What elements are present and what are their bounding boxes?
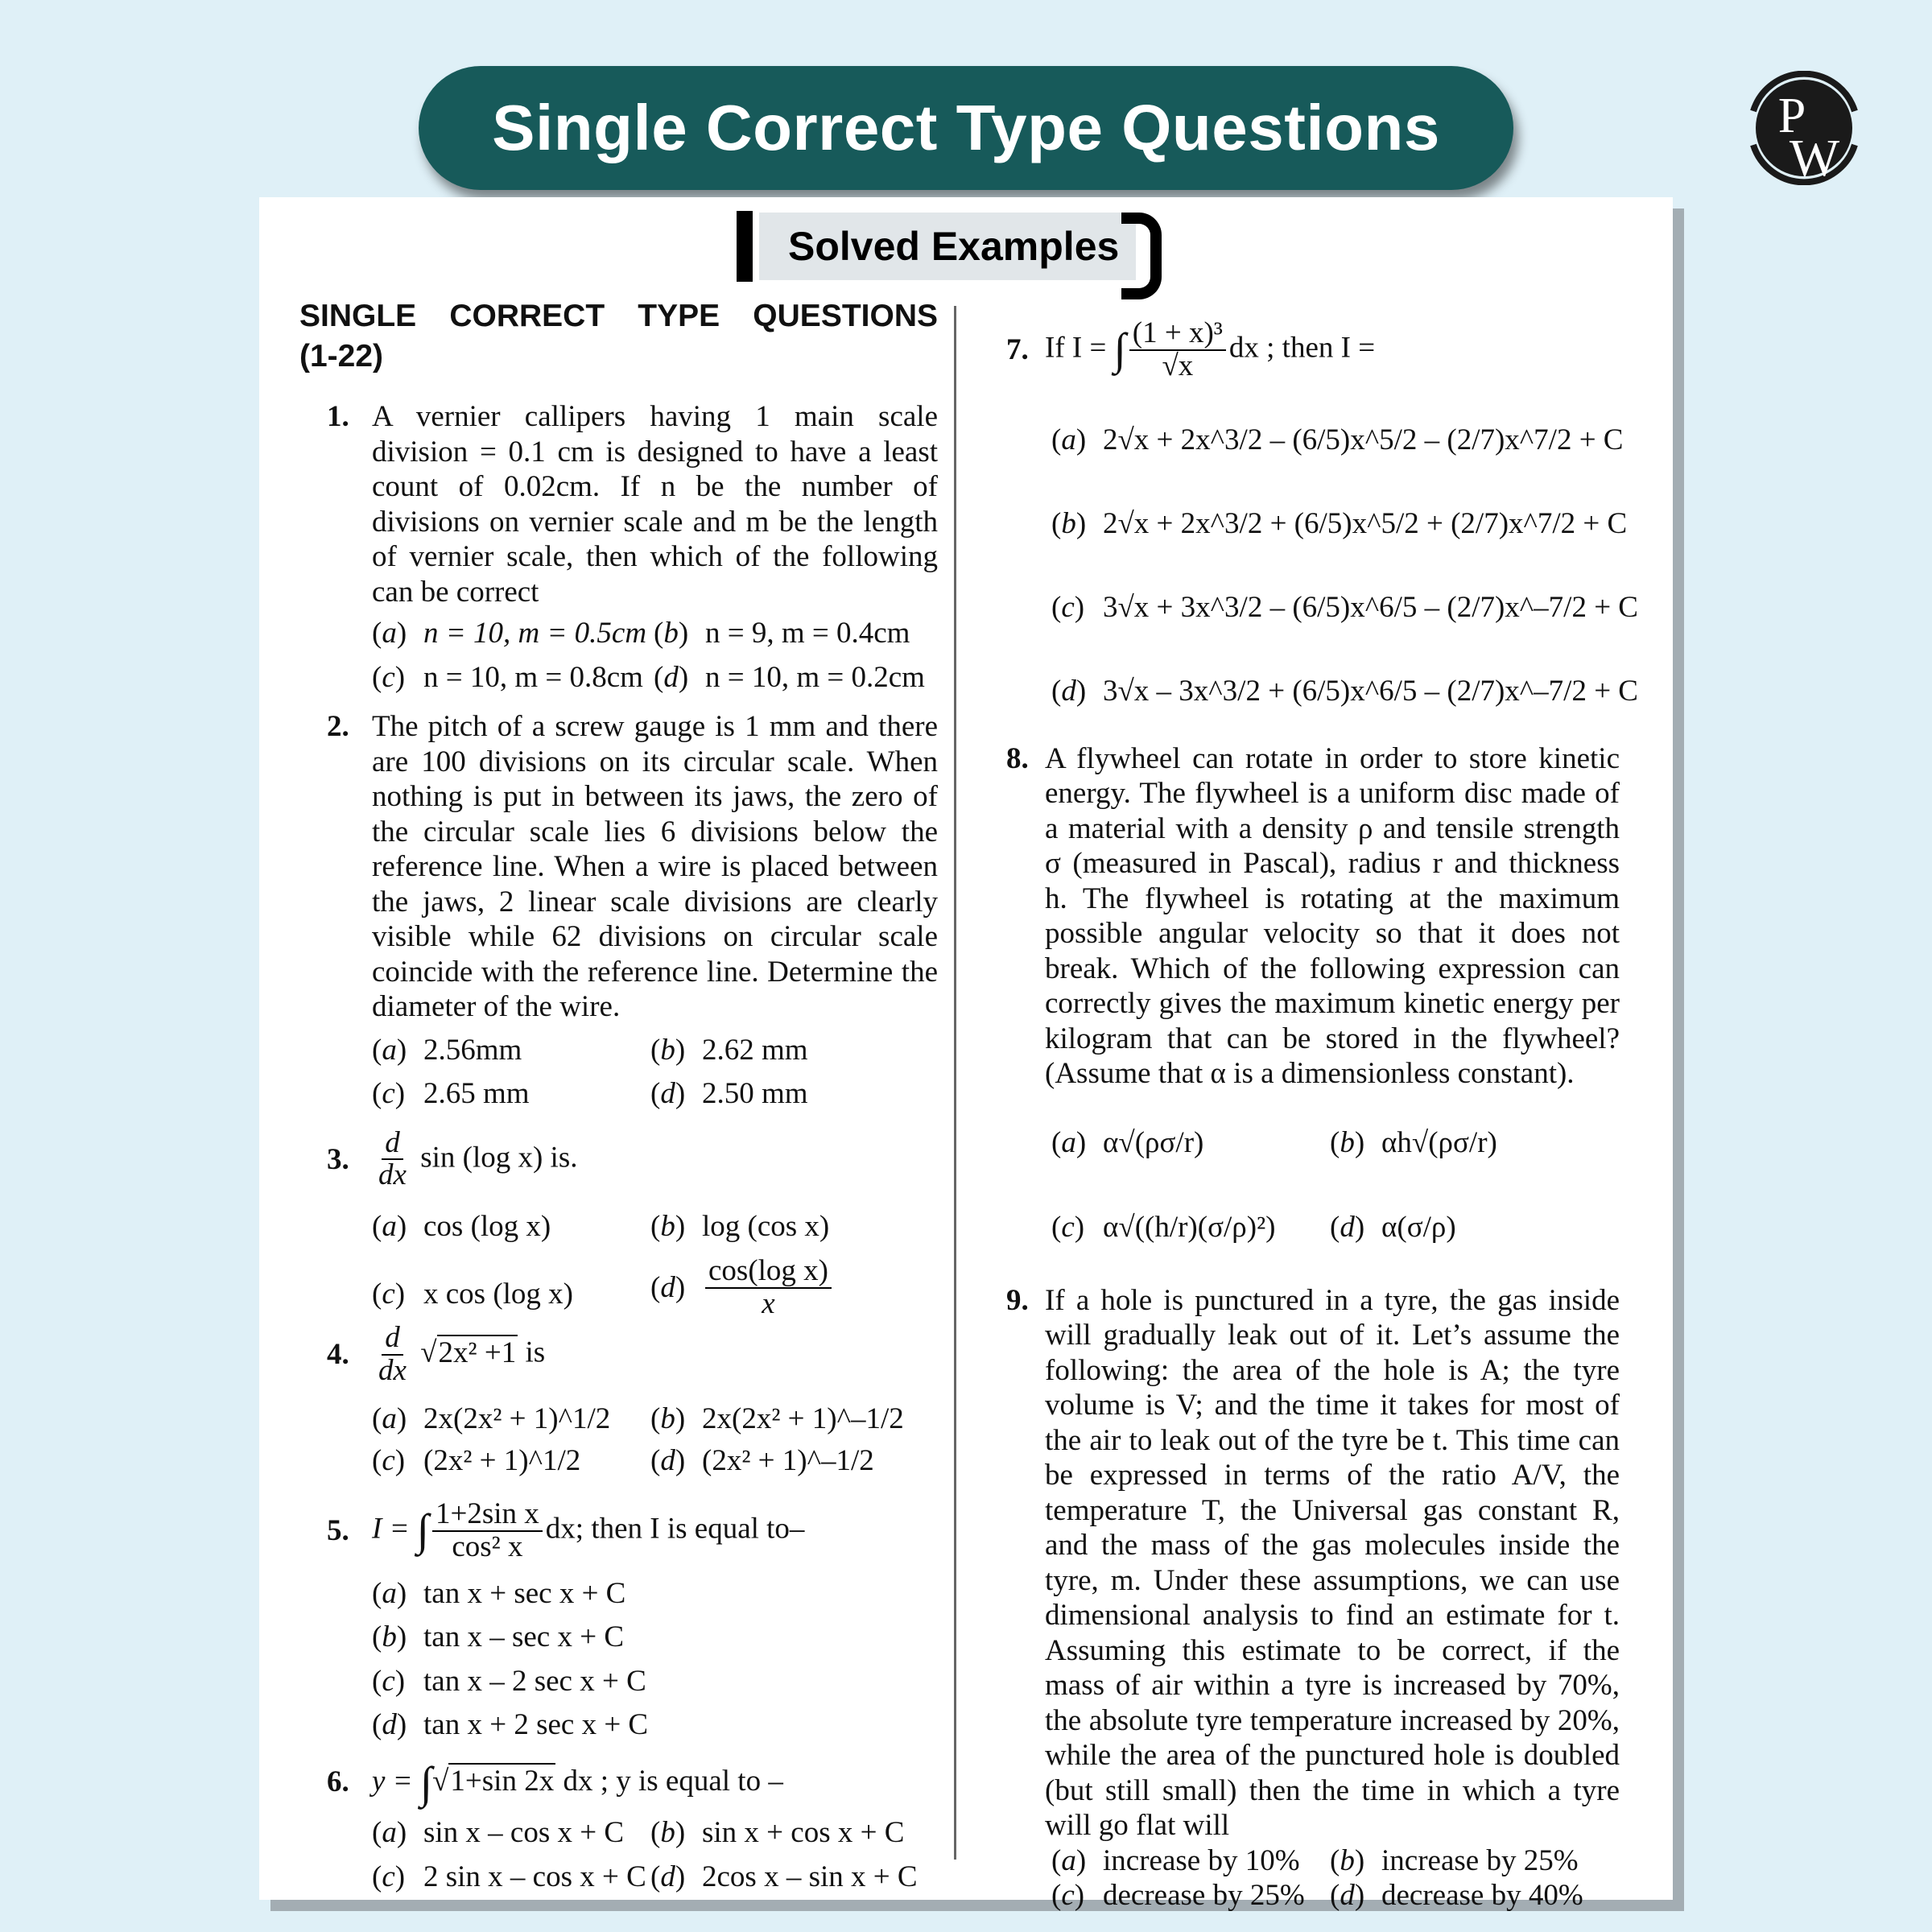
- option-a[interactable]: (a) tan x + sec x + C: [372, 1576, 626, 1610]
- option-d[interactable]: (d) tan x + 2 sec x + C: [372, 1708, 649, 1742]
- option-b[interactable]: (b) tan x – sec x + C: [372, 1620, 624, 1654]
- option-b[interactable]: (b) log (cos x): [650, 1210, 830, 1244]
- option-d[interactable]: (d) $\frac{\text{cos(log x)}}{x}$: [650, 1256, 938, 1320]
- solved-examples-badge: [737, 211, 1171, 282]
- option-a[interactable]: (a) cos (log x): [372, 1210, 551, 1244]
- question-number: 3.: [327, 1142, 349, 1176]
- question-text: y = ∫√1+sin 2x dx ; y is equal to –: [372, 1758, 783, 1808]
- badge-label: Solved Examples: [788, 224, 1120, 269]
- question-3-options: [299, 1209, 938, 1319]
- option-c[interactable]: (c) 2.65 mm: [372, 1077, 530, 1110]
- option-c[interactable]: (c) n = 10, m = 0.8cm: [372, 660, 643, 694]
- logo-letter-p: P: [1777, 89, 1806, 143]
- question-number: 7.: [1006, 333, 1029, 367]
- question-text: $\frac{d}{dx}$ √2x² +1 is: [378, 1321, 546, 1388]
- question-2-options: [299, 1033, 938, 1112]
- section-range: (1-22): [299, 339, 384, 374]
- integral-icon: ∫: [419, 1758, 433, 1808]
- badge-box: [759, 213, 1136, 280]
- option-a[interactable]: (a) n = 10, m = 0.5cm: [372, 617, 647, 650]
- section-heading: SINGLE CORRECT TYPE QUESTIONS: [299, 299, 938, 333]
- question-4: [299, 1323, 938, 1387]
- option-d[interactable]: (d) n = 10, m = 0.2cm: [654, 660, 925, 694]
- pw-logo-icon: [1747, 71, 1861, 185]
- option-c[interactable]: (c) decrease by 25%: [1051, 1879, 1305, 1913]
- integral-icon: ∫: [1113, 325, 1126, 375]
- pw-logo: [1747, 71, 1861, 185]
- option-c[interactable]: (c) α√((h/r)(σ/ρ)²): [1051, 1210, 1276, 1244]
- question-text: A flywheel can rotate in order to store kinetic energy. The flywheel is a uniform disc made of a material with a density ρ and tensile strength σ (measured in Pascal), radius r and thickness h. The flywheel is rotating at the maximum possible angular velocity so that it does not break. Which of the following expression can correctly gives the maximum kinetic energy per kilogram that can be stored in the flywheel? (Assume that α is a dimensionless constant).: [1045, 741, 1620, 1091]
- left-column: [299, 296, 938, 1894]
- question-1-options: [299, 616, 938, 695]
- question-text: If I = ∫ $\frac{\text{(1 + x)³}}{√x}$ dx ; then I =: [1045, 316, 1376, 382]
- option-c[interactable]: (c) (2x² + 1)^1/2: [372, 1443, 581, 1477]
- question-number: 1.: [327, 400, 349, 433]
- option-d[interactable]: (d) α(σ/ρ): [1330, 1210, 1456, 1244]
- right-column: [1006, 316, 1638, 1913]
- option-a[interactable]: (a) 2.56mm: [372, 1033, 522, 1067]
- question-text: If a hole is punctured in a tyre, the gas inside will gradually leak out of it. Let’s assume the following: the area of the hole is A; the tyre volume is V; and the time it takes for most of the air to leak out of the tyre be t. This time can be expressed in terms of the ratio A/V, the temperature T, the Universal gas constant R, and the mass of the gas molecules inside the tyre, m. Under these assumptions, we can use dimensional analysis to find an estimate for t. Assuming this estimate to be correct, if the mass of air within a tyre is increased by 70%, the absolute tyre temperature increased by 20%, while the area of the punctured hole is doubled (but still small) then the time in which a tyre will go flat will: [1045, 1283, 1620, 1843]
- logo-letter-w: W: [1789, 129, 1840, 185]
- question-2: [299, 709, 938, 1025]
- option-b[interactable]: (b) n = 9, m = 0.4cm: [654, 617, 910, 650]
- column-divider: [954, 306, 956, 1860]
- option-d[interactable]: (d) 2.50 mm: [650, 1077, 808, 1110]
- question-6: [299, 1758, 938, 1808]
- page-title-banner: [419, 66, 1513, 190]
- option-b[interactable]: (b) sin x + cos x + C: [650, 1816, 905, 1850]
- option-b[interactable]: (b) 2√x + 2x^3/2 + (6/5)x^5/2 + (2/7)x^7/2 + C: [1051, 506, 1628, 540]
- option-d[interactable]: (d) 3√x – 3x^3/2 + (6/5)x^6/5 – (2/7)x^–7/2 + C: [1051, 674, 1638, 708]
- question-number: 8.: [1006, 741, 1029, 775]
- question-text: The pitch of a screw gauge is 1 mm and there are 100 divisions on its circular scale. When nothing is put in between its jaws, the zero of the circular scale lies 6 divisions below the reference line. When a wire is placed between the jaws, 2 linear scale divisions are clearly visible while 62 divisions on circular scale coincide with the reference line. Determine the diameter of the wire.: [372, 710, 938, 1023]
- question-9: [1006, 1283, 1620, 1843]
- badge-right-bracket: [1121, 213, 1162, 299]
- option-c[interactable]: (c) tan x – 2 sec x + C: [372, 1664, 646, 1698]
- question-text: $\frac{d}{dx}$ sin (log x) is.: [378, 1125, 578, 1192]
- page-title: Single Correct Type Questions: [492, 92, 1440, 163]
- option-b[interactable]: (b) 2.62 mm: [650, 1033, 808, 1067]
- question-7-options: [1006, 398, 1638, 733]
- option-a[interactable]: (a) 2√x + 2x^3/2 – (6/5)x^5/2 – (2/7)x^7/2 + C: [1051, 423, 1624, 456]
- option-d[interactable]: (d) decrease by 40%: [1330, 1879, 1583, 1913]
- option-a[interactable]: (a) α√(ρσ/r): [1051, 1125, 1204, 1159]
- option-a[interactable]: (a) 2x(2x² + 1)^1/2: [372, 1402, 611, 1436]
- question-number: 2.: [327, 710, 349, 743]
- question-5-options: [299, 1576, 938, 1743]
- option-a[interactable]: (a) sin x – cos x + C: [372, 1816, 625, 1850]
- option-c[interactable]: (c) x cos (log x): [372, 1277, 573, 1311]
- question-text: I = ∫ $\frac{\text{1+2sin x}}{\text{cos² x}}$ dx; then I is equal to–: [372, 1497, 805, 1563]
- option-d[interactable]: (d) (2x² + 1)^–1/2: [650, 1443, 874, 1477]
- question-8-options: [1006, 1103, 1620, 1272]
- question-number: 9.: [1006, 1283, 1029, 1317]
- question-number: 4.: [327, 1338, 349, 1372]
- integral-icon: ∫: [416, 1506, 429, 1556]
- question-4-options: [299, 1402, 938, 1478]
- option-a[interactable]: (a) increase by 10%: [1051, 1843, 1300, 1877]
- option-d[interactable]: (d) 2cos x – sin x + C: [650, 1860, 918, 1893]
- question-number: 6.: [327, 1765, 349, 1799]
- option-b[interactable]: (b) αh√(ρσ/r): [1330, 1125, 1497, 1159]
- question-3: [299, 1125, 938, 1192]
- badge-left-bar: [737, 211, 753, 282]
- option-c[interactable]: (c) 2 sin x – cos x + C: [372, 1860, 646, 1893]
- option-b[interactable]: (b) increase by 25%: [1330, 1843, 1579, 1877]
- question-5: [299, 1499, 938, 1563]
- question-7: [1006, 318, 1620, 382]
- question-number: 5.: [327, 1514, 349, 1548]
- question-text: A vernier callipers having 1 main scale division = 0.1 cm is designed to have a least count of 0.02cm. If n be the number of divisions on vernier scale and m be the length of vernier scale, then which of the following can be correct: [372, 400, 938, 609]
- question-6-options: [299, 1815, 938, 1894]
- question-8: [1006, 741, 1620, 1092]
- option-c[interactable]: (c) 3√x + 3x^3/2 – (6/5)x^6/5 – (2/7)x^–7/2 + C: [1051, 590, 1638, 624]
- question-9-options: [1006, 1843, 1620, 1913]
- question-1: [299, 399, 938, 609]
- option-b[interactable]: (b) 2x(2x² + 1)^–1/2: [650, 1402, 904, 1436]
